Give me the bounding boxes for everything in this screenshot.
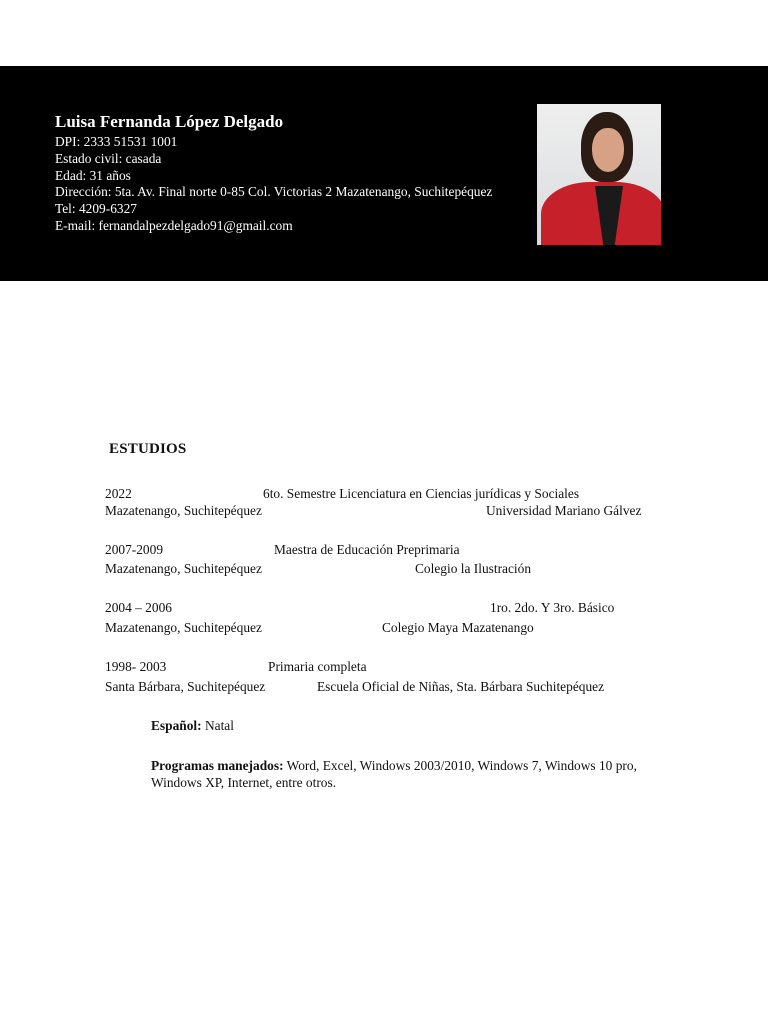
- study-degree: Primaria completa: [268, 659, 367, 674]
- language-value: Natal: [204, 718, 234, 733]
- study-year: 2007-2009: [105, 542, 164, 557]
- study-institution: Universidad Mariano Gálvez: [486, 503, 642, 518]
- contact-info: [55, 112, 535, 235]
- email-line: E-mail: fernandalpezdelgado91@gmail.com: [55, 217, 293, 233]
- full-name: Luisa Fernanda López Delgado: [55, 112, 284, 131]
- photo-face-shape: [592, 128, 624, 172]
- study-place: Santa Bárbara, Suchitepéquez: [105, 679, 266, 694]
- software-value: Word, Excel, Windows 2003/2010, Windows 7, Windows 10 pro, Windows XP, Internet, entre otros.: [151, 758, 637, 790]
- profile-photo: [537, 104, 661, 245]
- software-line: [151, 757, 671, 791]
- study-year: 2022: [105, 486, 132, 501]
- software-label: Programas manejados:: [151, 758, 284, 773]
- study-institution: Colegio la Ilustración: [415, 561, 532, 576]
- header-banner: [0, 66, 768, 281]
- language-label: Español:: [151, 718, 202, 733]
- age-line: Edad: 31 años: [55, 167, 131, 183]
- study-institution: Escuela Oficial de Niñas, Sta. Bárbara Suchitepéquez: [317, 679, 605, 694]
- dpi-line: DPI: 2333 51531 1001: [55, 134, 178, 149]
- study-place: Mazatenango, Suchitepéquez: [105, 561, 262, 576]
- study-degree: Maestra de Educación Preprimaria: [274, 542, 460, 557]
- address-line: Dirección: 5ta. Av. Final norte 0-85 Col. Victorias 2 Mazatenango, Suchitepéquez: [55, 184, 493, 200]
- study-year: 1998- 2003: [105, 659, 167, 674]
- study-degree: 6to. Semestre Licenciatura en Ciencias jurídicas y Sociales: [263, 486, 580, 501]
- study-degree: 1ro. 2do. Y 3ro. Básico: [490, 600, 615, 615]
- phone-line: Tel: 4209-6327: [55, 201, 137, 217]
- language-line: [151, 717, 671, 734]
- section-title-estudios: ESTUDIOS: [109, 441, 187, 457]
- study-institution: Colegio Maya Mazatenango: [382, 620, 534, 635]
- study-place: Mazatenango, Suchitepéquez: [105, 620, 262, 635]
- study-year: 2004 – 2006: [105, 600, 172, 615]
- study-place: Mazatenango, Suchitepéquez: [105, 503, 262, 518]
- marital-status-line: Estado civil: casada: [55, 150, 162, 166]
